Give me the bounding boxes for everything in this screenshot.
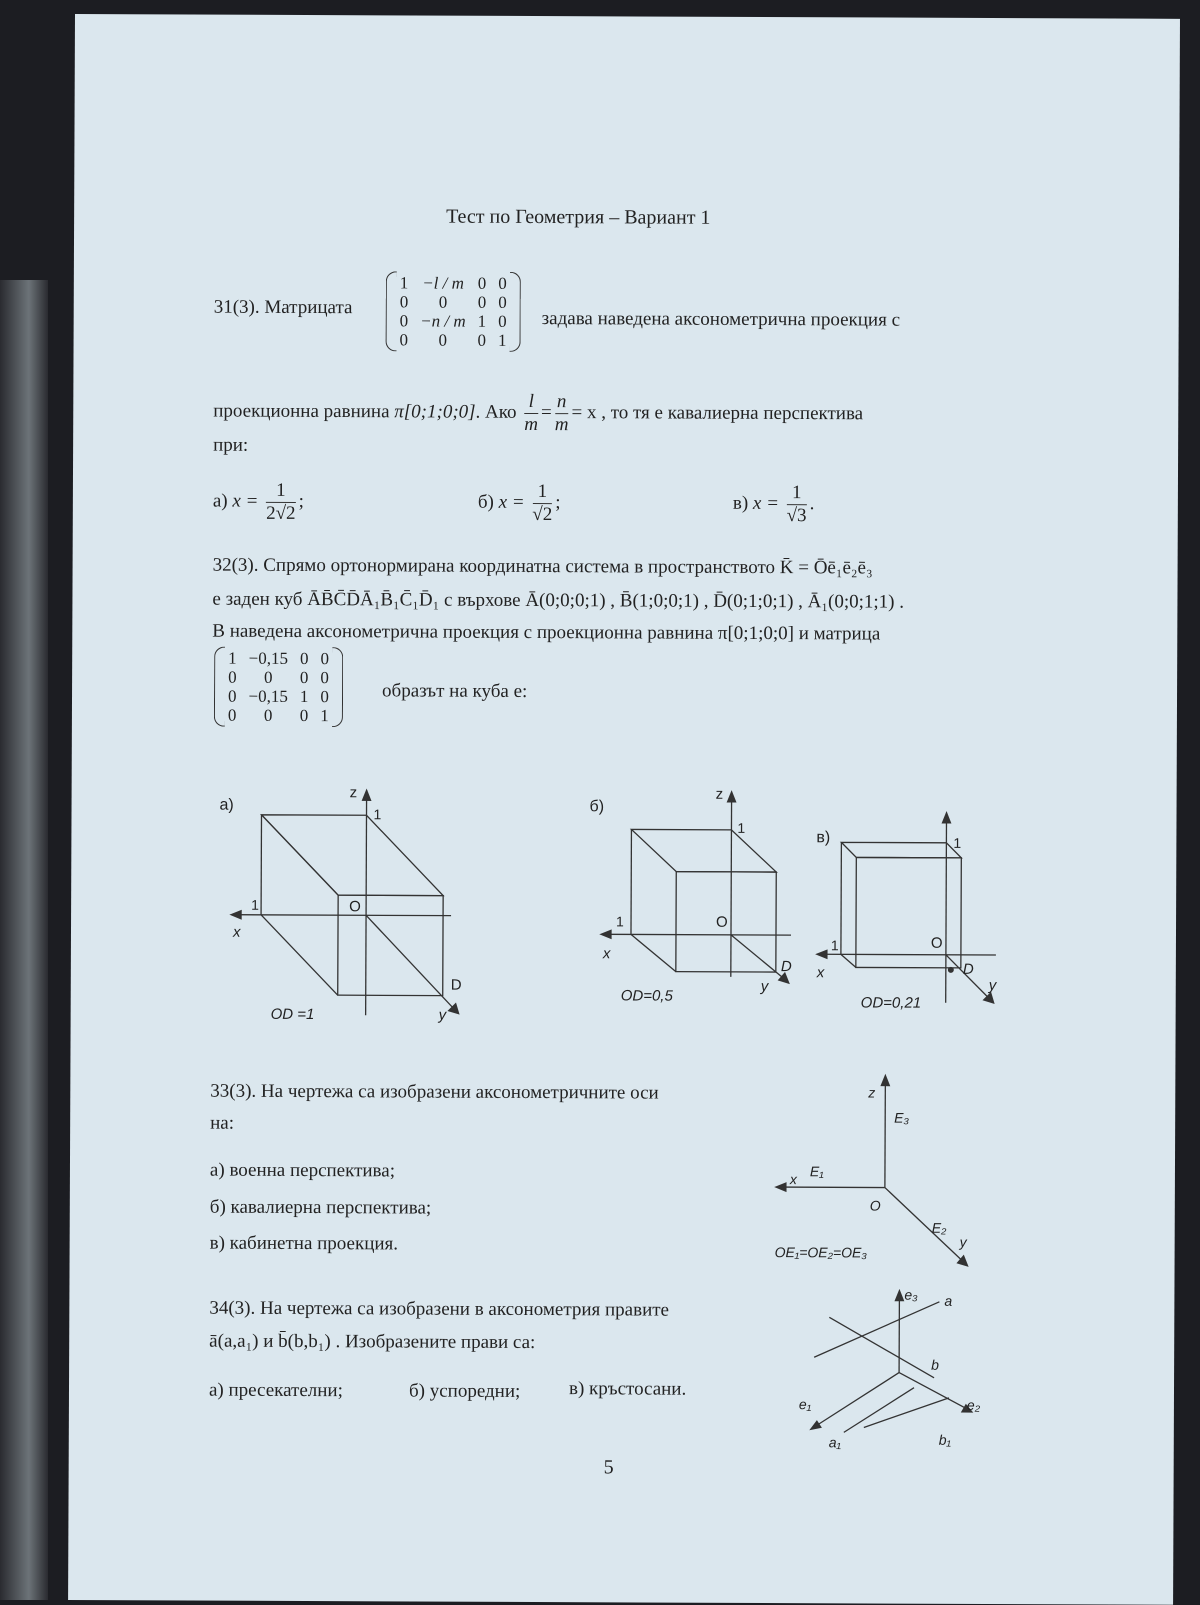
fig-a-d: D [451,977,462,994]
q33-option-b: б) кавалиерна перспектива; [210,1197,432,1220]
fig-c-one-x: 1 [831,937,839,953]
fig-a-one-x: 1 [251,897,259,913]
fig-b-z: z [716,786,724,803]
q34-lines-figure [789,1287,1020,1468]
fig-b-o: O [716,914,728,931]
svg-text:a: a [944,1293,952,1309]
q34-option-c: в) кръстосани. [569,1378,686,1401]
q33-line1: 33(3). На чертежа са изобразени аксонометричните оси [210,1081,659,1105]
page-title: Тест по Геометрия – Вариант 1 [446,206,710,230]
svg-text:OE₁=OE₂=OE₃: OE₁=OE₂=OE₃ [775,1244,868,1260]
page-number: 5 [604,1456,614,1479]
fig-a-one-z: 1 [373,806,381,822]
q32-line1: 32(3). Спрямо ортонормирана координатна система в пространството K̄ = Ōē₁ē₂ē₃ [213,555,873,580]
fig-c-d: D [963,961,974,978]
q34-option-b: б) успоредни; [409,1380,520,1402]
svg-text:E₂: E₂ [932,1220,947,1236]
svg-text:O: O [870,1197,881,1213]
svg-text:E₃: E₃ [894,1110,909,1126]
binder-edge [0,280,48,1600]
q32-figure-c [811,807,1012,1018]
q32-figure-a [231,790,460,1016]
fig-b-d: D [781,958,792,975]
q33-line2: на: [210,1113,234,1135]
q31-line2: проекционна равнина π[0;1;0;0]. Ако $\frac{l}{m}$ = $\frac{n}{m}$ = x , то тя е кавалиерна перспектива [213,390,863,438]
fig-a-od: OD =1 [271,1006,315,1023]
svg-text:a₁: a₁ [829,1434,842,1450]
svg-text:e₁: e₁ [799,1396,812,1412]
q32-after-matrix: образът на куба е: [382,680,527,703]
q32-matrix: 1 −0,15 0 0 0 0 0 0 0 −0,15 1 0 0 0 0 1 [222,649,335,725]
q31-label: 31(3). Матрицата [214,297,353,320]
fig-a-o: O [349,898,361,915]
fig-c-x: x [816,964,825,981]
q33-option-a: а) военна перспектива; [210,1160,395,1183]
q32-figure-b [601,791,792,983]
svg-text:e₂: e₂ [967,1397,981,1413]
svg-text:y: y [959,1234,968,1250]
fig-c-label: в) [816,829,830,846]
svg-text:z: z [867,1084,875,1100]
q31-option-a: а) x = $\frac{1}{2√2}$ ; [213,480,304,525]
svg-text:b₁: b₁ [939,1432,952,1448]
q32-line2: е заден куб ĀB̄C̄D̄Ā₁B̄₁C̄₁D̄₁ с върхове Ā(0;0;0;1) , B̄(1;0;0;1) , D̄(0;1;0;1) , Ā₁(0;0;1;1) . [212,589,904,614]
fig-a-y: y [438,1007,448,1024]
fig-c-y: y [988,977,998,994]
q33-option-c: в) кабинетна проекция. [210,1233,399,1256]
fig-b-od: OD=0,5 [621,987,674,1004]
fig-c-one-z: 1 [953,835,961,851]
q31-line3: при: [213,435,248,457]
fig-c-od: OD=0,21 [861,994,922,1011]
fig-a-label: а) [220,797,234,814]
q32-line3: В наведена аксонометрична проекция с проекционна равнина π[0;1;0;0] и матрица [212,621,880,646]
fig-b-y: y [760,978,770,995]
q34-option-a: а) пресекателни; [209,1380,343,1403]
svg-text:e₃: e₃ [904,1287,918,1303]
q34-line2: ā(a,a₁) и b̄(b,b₁) . Изобразените прави са: [209,1331,535,1354]
fig-b-x: x [602,945,611,962]
q31-option-b: б) x = $\frac{1}{√2}$ ; [478,481,561,526]
q34-line1: 34(3). На чертежа са изобразени в аксонометрия правите [209,1298,669,1322]
svg-text:b: b [931,1357,939,1373]
svg-text:E₁: E₁ [810,1163,824,1179]
document-page [68,14,1180,1605]
fig-b-one-x: 1 [616,913,624,929]
fig-c-o: O [931,935,943,952]
fig-a-x: x [232,924,241,941]
fig-a-z: z [350,785,358,802]
fig-b-label: б) [590,798,605,815]
q31-after-matrix: задава наведена аксонометрична проекция с [542,308,900,332]
fig-b-one-z: 1 [737,820,745,836]
svg-text:x: x [789,1171,798,1187]
q31-option-c: в) x = $\frac{1}{√3}$ . [733,482,815,527]
q33-axes-figure [769,1072,1000,1283]
q31-matrix: 1 −l / m 0 0 0 0 0 0 0 −n / m 1 0 0 0 0 1 [394,273,513,350]
